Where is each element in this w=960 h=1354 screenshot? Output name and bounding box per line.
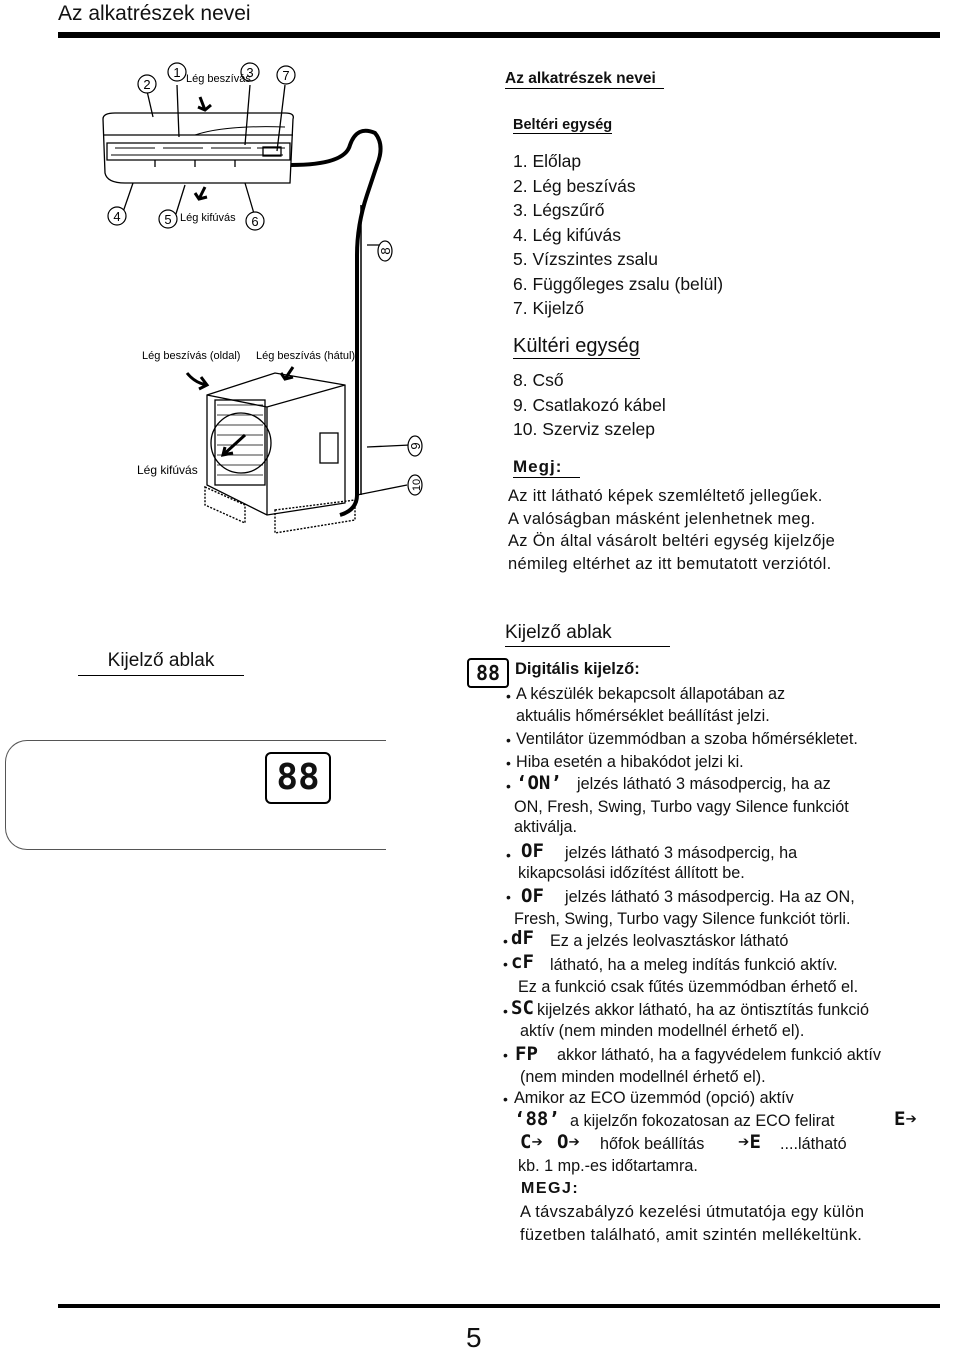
bullet-icon: • [506, 755, 511, 771]
desc-line: jelzés látható 3 másodpercig, ha [565, 844, 798, 862]
label-air-in-back: Lég beszívás (hátul) [256, 350, 356, 362]
callout-8: 8 [378, 247, 393, 255]
list-item: 3. Légszűrő [513, 200, 605, 220]
footer-rule [58, 1304, 940, 1308]
callout-6: 6 [251, 214, 259, 229]
note-line: némileg eltérhet az itt bemutatott verziótól. [508, 554, 832, 573]
note-line: A távszabályzó kezelési útmutatója egy külön [520, 1203, 865, 1221]
code-o-icon: O➔ [557, 1131, 580, 1153]
list-item: 6. Függőleges zsalu (belül) [513, 273, 724, 294]
code-of-icon: OF [521, 885, 544, 907]
bullet-icon: • [506, 847, 511, 863]
outdoor-title: Kültéri egység [513, 335, 640, 357]
bullet-icon: • [503, 1003, 508, 1019]
code-fp-icon: FP [515, 1043, 538, 1065]
label-air-out: Lég kifúvás [180, 212, 236, 224]
desc-line: jelzés látható 3 másodpercig, ha az [577, 775, 831, 793]
code-of-icon: OF [521, 840, 544, 862]
desc-line: Fresh, Swing, Turbo vagy Silence funkciót törli. [514, 910, 851, 928]
desc-line: Ez a jelzés leolvasztáskor látható [550, 932, 789, 950]
desc-line: aktiválja. [514, 818, 577, 836]
desc-line: a kijelzőn fokozatosan az ECO felirat [570, 1112, 835, 1130]
note-line: Az itt látható képek szemléltető jellegűek. [508, 487, 823, 505]
bullet-icon: • [506, 732, 511, 748]
list-item: 4. Lég kifúvás [513, 224, 621, 245]
note-title: Megj: [513, 457, 580, 478]
final-note-text [520, 1201, 864, 1246]
desc-line: aktív (nem minden modellnél érhető el). [520, 1022, 805, 1040]
display-window-title: Kijelző ablak [78, 650, 244, 676]
callout-4: 4 [113, 209, 121, 224]
label-air-out-outdoor: Lég kifúvás [137, 463, 198, 477]
desc-line: Ventilátor üzemmódban a szoba hőmérsékletet. [516, 730, 858, 748]
display-digits: 88 [265, 752, 331, 804]
bullet-icon: • [506, 778, 511, 794]
desc-line: ....látható [780, 1135, 847, 1153]
callout-10: 10 [411, 478, 423, 492]
callout-1: 1 [173, 65, 181, 80]
note-line: A valóságban másként jelenhetnek meg. [508, 509, 816, 528]
callout-2: 2 [143, 77, 151, 92]
note-text [508, 485, 835, 575]
code-cf-icon: cF [511, 951, 534, 973]
digital-display-label: Digitális kijelző: [515, 660, 640, 678]
digital-display-icon: 88 [467, 658, 509, 688]
callout-3: 3 [246, 65, 254, 80]
code-eco-icon: ‘88’ [514, 1108, 560, 1130]
bullet-icon: • [506, 889, 511, 905]
desc-line: Hiba esetén a hibakódot jelzi ki. [516, 753, 744, 771]
header-rule [58, 32, 940, 38]
code-c-icon: C➔ [520, 1131, 543, 1153]
bullet-icon: • [503, 1047, 508, 1063]
code-e-icon: ➔E [738, 1131, 761, 1153]
desc-line: jelzés látható 3 másodpercig. Ha az ON, [565, 888, 855, 906]
callout-9: 9 [408, 442, 423, 450]
desc-line: ON, Fresh, Swing, Turbo vagy Silence funkciót [514, 798, 849, 816]
desc-line: látható, ha a meleg indítás funkció aktív. [550, 956, 838, 974]
code-e-icon: E➔ [894, 1108, 917, 1130]
desc-line: kb. 1 mp.-es időtartamra. [518, 1157, 698, 1175]
label-air-in: Lég beszívás [186, 73, 251, 85]
code-df-icon: dF [511, 927, 534, 949]
list-item: 2. Lég beszívás [513, 175, 636, 196]
desc-line: (nem minden modellnél érhető el). [520, 1068, 766, 1086]
final-note-title: MEGJ: [521, 1180, 580, 1197]
callout-7: 7 [282, 68, 290, 83]
page-header-title: Az alkatrészek nevei [58, 2, 251, 25]
indoor-unit-drawing [103, 113, 293, 183]
list-item: 9. Csatlakozó kábel [513, 394, 666, 415]
callout-5: 5 [164, 212, 172, 227]
bullet-icon: • [503, 933, 508, 949]
desc-line: hőfok beállítás [600, 1135, 705, 1153]
desc-line: Ez a funkció csak fűtés üzemmódban érhető el. [518, 978, 859, 996]
list-item: 8. Cső [513, 370, 564, 390]
list-item: 7. Kijelző [513, 298, 585, 318]
unit-diagram [95, 55, 455, 555]
desc-line: kijelzés akkor látható, ha az öntisztítás funkció [537, 1001, 870, 1019]
desc-line: kikapcsolási időzítést állított be. [518, 864, 745, 882]
desc-line: aktuális hőmérséklet beállítást jelzi. [516, 707, 770, 725]
code-sc-icon: SC [511, 997, 534, 1019]
indoor-title: Beltéri egység [513, 117, 613, 133]
note-line: Az Ön által vásárolt beltéri egység kijelzője [508, 532, 836, 550]
display-section-title: Kijelző ablak [505, 622, 670, 647]
outdoor-list [513, 368, 666, 442]
list-item: 1. Előlap [513, 151, 582, 171]
note-line: füzetben található, amit szintén mellékeltünk. [520, 1225, 863, 1244]
page-number: 5 [466, 1322, 482, 1353]
desc-line: akkor látható, ha a fagyvédelem funkció aktív [557, 1046, 881, 1064]
parts-title: Az alkatrészek nevei [505, 70, 664, 89]
bullet-icon: • [503, 1091, 508, 1107]
list-item: 5. Vízszintes zsalu [513, 249, 658, 269]
list-item: 10. Szerviz szelep [513, 419, 656, 439]
pipe-drawing [291, 131, 381, 515]
desc-line: Amikor az ECO üzemmód (opció) aktív [514, 1089, 794, 1107]
bullet-icon: • [506, 688, 511, 704]
desc-line: A készülék bekapcsolt állapotában az [516, 685, 786, 703]
bullet-icon: • [503, 956, 508, 972]
code-on-icon: ‘ON’ [516, 772, 562, 794]
indoor-list [513, 149, 723, 321]
label-air-in-side: Lég beszívás (oldal) [142, 350, 241, 362]
